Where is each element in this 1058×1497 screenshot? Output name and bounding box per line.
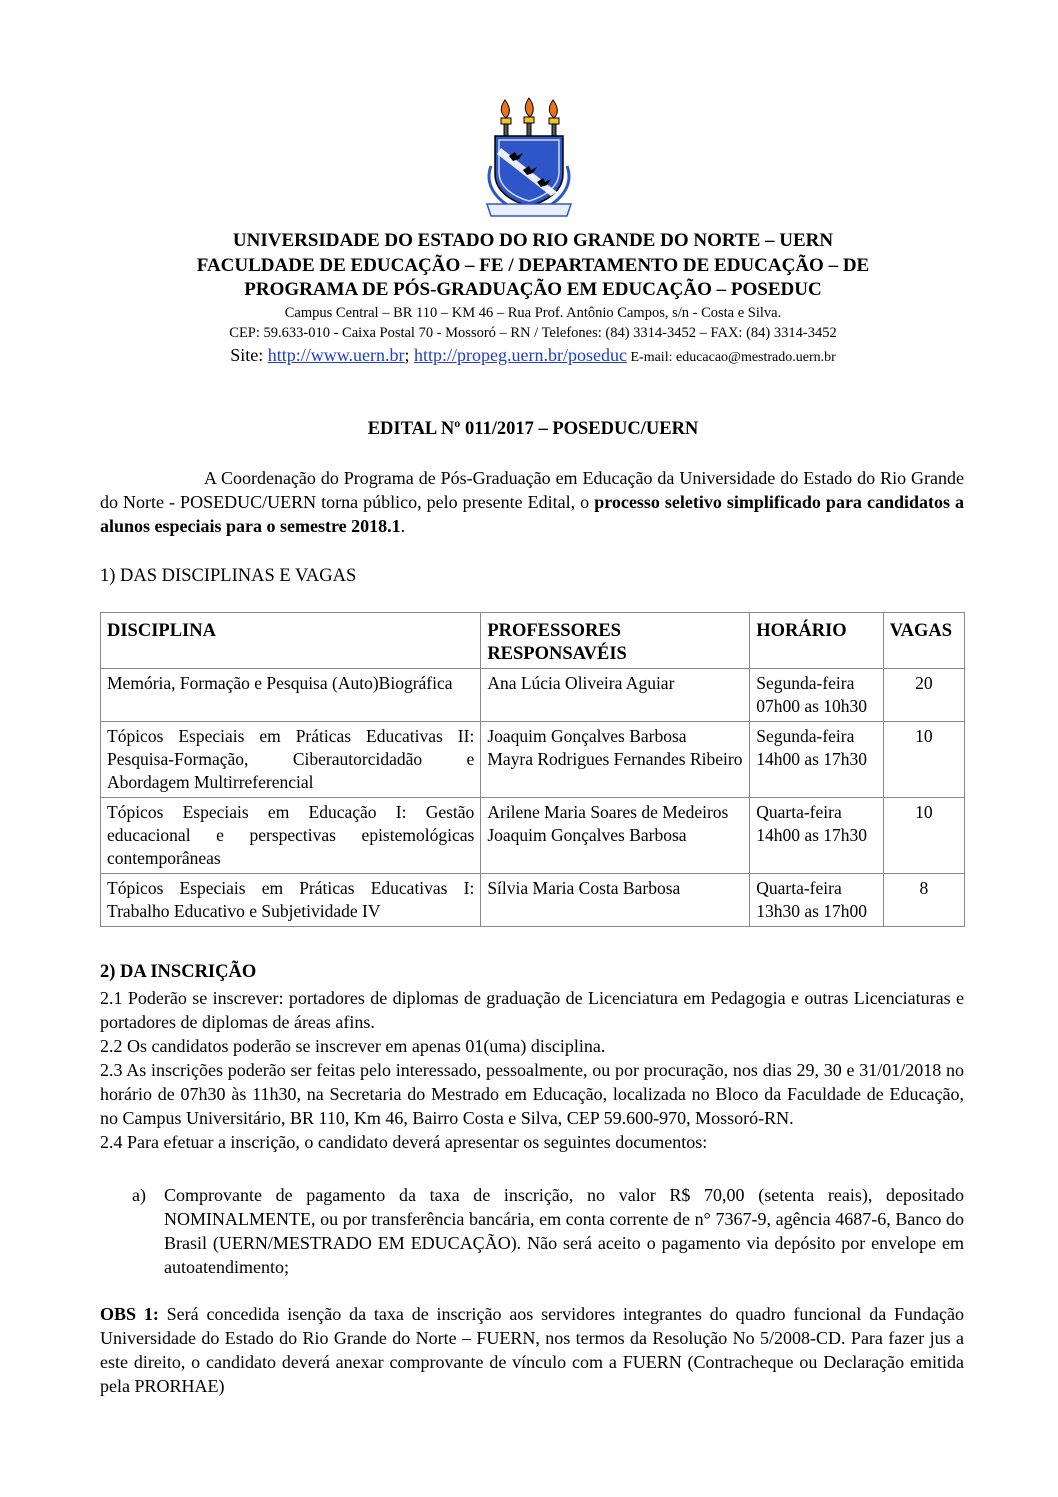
cell-professores [481, 669, 750, 722]
cell-disciplina: Memória, Formação e Pesquisa (Auto)Biográfica [101, 669, 481, 722]
edital-title: EDITAL Nº 011/2017 – POSEDUC/UERN [367, 419, 699, 439]
uern-site-link[interactable]: http://www.uern.br [267, 345, 405, 365]
section-2-title: 2) DA INSCRIÇÃO [100, 962, 257, 982]
cell-vagas: 20 [883, 669, 964, 722]
professor-name: Joaquim Gonçalves Barbosa [487, 726, 687, 746]
table-row [101, 874, 965, 927]
cell-disciplina: Tópicos Especiais em Práticas Educativas II: Pesquisa-Formação, Ciberautorcidadão e Abordagem Multirreferencial [101, 722, 481, 798]
professor-name: Mayra Rodrigues Fernandes Ribeiro [487, 749, 743, 769]
email-address: educacao@mestrado.uern.br [675, 350, 836, 365]
professor-name: Arilene Maria Soares de Medeiros [487, 802, 729, 822]
section-1-title: 1) DAS DISCIPLINAS E VAGAS [100, 566, 357, 586]
cell-professores [481, 722, 750, 798]
table-row [101, 722, 965, 798]
horario-time: 14h00 as 17h30 [756, 749, 868, 769]
intro-paragraph [100, 466, 964, 538]
cell-horario [750, 798, 883, 874]
intro-text-1: A Coordenação do Programa de Pós-Graduação em Educação da Universidade do Estado do Rio Grande do Norte - POSEDUC/UERN torna público, pelo presente Edital, o [100, 468, 964, 512]
horario-day: Quarta-feira [756, 878, 842, 898]
site-label: Site: [230, 345, 268, 365]
paragraph-2-2: 2.2 Os candidatos poderão se inscrever em apenas 01(uma) disciplina. [100, 1036, 606, 1056]
professor-name: Sílvia Maria Costa Barbosa [487, 878, 681, 898]
section-2-body [100, 986, 964, 1154]
motto-ribbon [487, 204, 571, 216]
header-horario: HORÁRIO [750, 613, 883, 669]
table-row [101, 798, 965, 874]
horario-time: 14h00 as 17h30 [756, 825, 868, 845]
horario-day: Quarta-feira [756, 802, 842, 822]
uern-crest-logo [479, 96, 579, 220]
table-row [101, 669, 965, 722]
list-item-text: Comprovante de pagamento da taxa de inscrição, no valor R$ 70,00 (setenta reais), depositado NOMINALMENTE, ou por transferência bancária, em conta corrente de n° 7367-9, agência 4687-6, Banco do Brasil (UERN/MESTRADO EM EDUCAÇÃO). Não será aceito o pagamento via depósito por envelope em autoatendimento; [164, 1185, 964, 1277]
cell-horario [750, 874, 883, 927]
header-vagas: VAGAS [883, 613, 964, 669]
program-name: PROGRAMA DE PÓS-GRADUAÇÃO EM EDUCAÇÃO – POSEDUC [244, 279, 822, 300]
email-label: E-mail: [626, 350, 676, 365]
list-item [132, 1183, 964, 1279]
intro-text-2: . [400, 516, 406, 536]
list-item-label: a) [132, 1185, 146, 1205]
contact-address: CEP: 59.633-010 - Caixa Postal 70 - Mossoró – RN / Telefones: (84) 3314-3452 – FAX: (84) 3314-3452 [229, 325, 837, 341]
cell-vagas: 10 [883, 798, 964, 874]
university-name: UNIVERSIDADE DO ESTADO DO RIO GRANDE DO NORTE – UERN [232, 230, 834, 251]
horario-time: 07h00 as 10h30 [756, 696, 868, 716]
cell-professores [481, 798, 750, 874]
header-disciplina: DISCIPLINA [101, 613, 481, 669]
cell-vagas: 10 [883, 722, 964, 798]
obs-1-paragraph [100, 1302, 964, 1398]
cell-horario [750, 669, 883, 722]
cell-vagas: 8 [883, 874, 964, 927]
poseduc-site-link[interactable]: http://propeg.uern.br/poseduc [414, 345, 627, 365]
horario-day: Segunda-feira [756, 726, 855, 746]
paragraph-2-3: 2.3 As inscrições poderão ser feitas pelo interessado, pessoalmente, ou por procuração, nos dias 29, 30 e 31/01/2018 no horário de 07h30 às 11h30, na Secretaria do Mestrado em Educação, localizada no Bloco da Faculdade de Educação, no Campus Universitário, BR 110, Km 46, Bairro Costa e Silva, CEP 59.600-970, Mossoró-RN. [100, 1060, 964, 1128]
disciplines-table [100, 612, 965, 927]
cell-disciplina: Tópicos Especiais em Práticas Educativas I: Trabalho Educativo e Subjetividade IV [101, 874, 481, 927]
horario-day: Segunda-feira [756, 673, 855, 693]
obs-1-text: Será concedida isenção da taxa de inscrição aos servidores integrantes do quadro funcional da Fundação Universidade do Estado do Rio Grande do Norte – FUERN, nos termos da Resolução No 5/2008-CD. Para fazer jus a este direito, o candidato deverá anexar comprovante de vínculo com a FUERN (Contracheque ou Declaração emitida pela PRORHAE) [100, 1304, 964, 1396]
cell-disciplina: Tópicos Especiais em Educação I: Gestão educacional e perspectivas epistemológicas contemporâneas [101, 798, 481, 874]
faculty-name: FACULDADE DE EDUCAÇÃO – FE / DEPARTAMENTO DE EDUCAÇÃO – DE [196, 255, 870, 276]
table-header-row [101, 613, 965, 669]
cell-professores [481, 874, 750, 927]
paragraph-2-4: 2.4 Para efetuar a inscrição, o candidato deverá apresentar os seguintes documentos: [100, 1132, 708, 1152]
obs-1-label: OBS 1: [100, 1304, 159, 1324]
professor-name: Joaquim Gonçalves Barbosa [487, 825, 687, 845]
campus-address: Campus Central – BR 110 – KM 46 – Rua Prof. Antônio Campos, s/n - Costa e Silva. [284, 305, 782, 321]
site-line [100, 344, 966, 369]
paragraph-2-1: 2.1 Poderão se inscrever: portadores de diplomas de graduação de Licenciatura em Pedagogia e outras Licenciaturas e portadores de diplomas de áreas afins. [100, 988, 964, 1032]
professor-name: Ana Lúcia Oliveira Aguiar [487, 673, 675, 693]
site-separator: ; [404, 345, 415, 365]
torch-flames-icon [501, 98, 559, 136]
intro-text-bold: processo seletivo simplificado para candidatos a alunos especiais para o semestre 2018.1 [100, 492, 965, 536]
cell-horario [750, 722, 883, 798]
horario-time: 13h30 as 17h00 [756, 901, 868, 921]
header-professores: PROFESSORES RESPONSAVÉIS [481, 613, 750, 669]
